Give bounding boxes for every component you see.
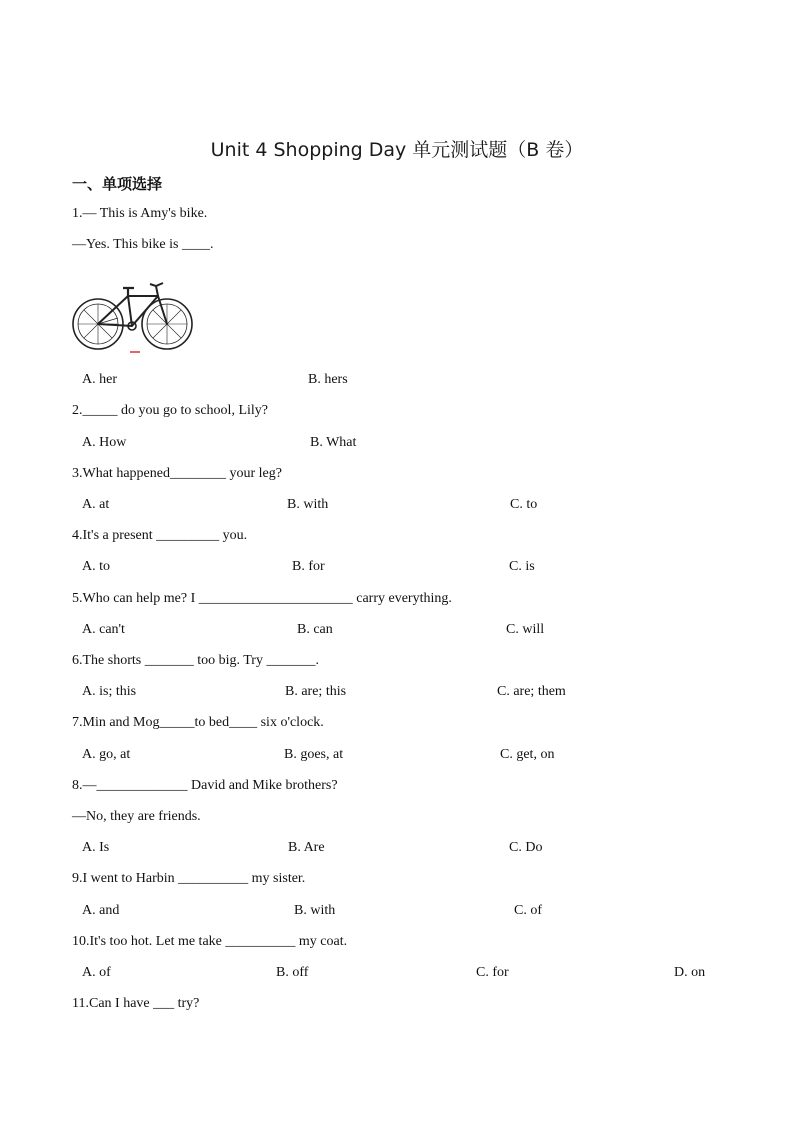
question-6-option-c: C. are; them [497, 684, 566, 699]
bicycle-illustration [70, 278, 196, 356]
question-10-line-1: 10.It's too hot. Let me take __________ my coat. [72, 934, 348, 949]
question-1-line-2: —Yes. This bike is ____. [72, 237, 214, 252]
question-1-line-1: 1.— This is Amy's bike. [72, 206, 208, 221]
question-8-line-2: —No, they are friends. [72, 809, 201, 824]
question-9-option-a: A. and [82, 903, 120, 918]
question-6-line-1: 6.The shorts _______ too big. Try _______. [72, 653, 319, 668]
question-10-option-a: A. of [82, 965, 111, 980]
question-8-option-c: C. Do [509, 840, 543, 855]
question-9-line-1: 9.I went to Harbin __________ my sister. [72, 871, 306, 886]
question-10-option-d: D. on [674, 965, 706, 980]
question-5-option-c: C. will [506, 622, 545, 637]
question-11-line-1: 11.Can I have ___ try? [72, 996, 200, 1011]
question-7-option-c: C. get, on [500, 747, 555, 762]
question-5-line-1: 5.Who can help me? I ______________________ carry everything. [72, 591, 452, 606]
question-8-line-1: 8.—_____________ David and Mike brothers? [72, 778, 338, 793]
question-8-option-b: B. Are [288, 840, 325, 855]
question-2-option-a: A. How [82, 435, 127, 450]
section-heading: 一、单项选择 [72, 175, 163, 193]
question-1-option-a: A. her [82, 372, 117, 387]
question-9-option-c: C. of [514, 903, 542, 918]
question-10-option-c: C. for [476, 965, 509, 980]
page-title: Unit 4 Shopping Day 单元测试题（B 卷） [210, 139, 584, 161]
question-9-option-b: B. with [294, 903, 336, 918]
question-3-line-1: 3.What happened________ your leg? [72, 466, 282, 481]
question-7-line-1: 7.Min and Mog_____to bed____ six o'clock. [72, 715, 324, 730]
question-6-option-b: B. are; this [285, 684, 347, 699]
question-10-option-b: B. off [276, 965, 309, 980]
question-3-option-c: C. to [510, 497, 538, 512]
question-7-option-b: B. goes, at [284, 747, 344, 762]
question-6-option-a: A. is; this [82, 684, 137, 699]
question-3-option-a: A. at [82, 497, 110, 512]
question-5-option-a: A. can't [82, 622, 125, 637]
question-3-option-b: B. with [287, 497, 329, 512]
question-2-line-1: 2._____ do you go to school, Lily? [72, 403, 268, 418]
question-8-option-a: A. Is [82, 840, 110, 855]
question-5-option-b: B. can [297, 622, 333, 637]
question-4-option-a: A. to [82, 559, 110, 574]
question-7-option-a: A. go, at [82, 747, 131, 762]
question-1-option-b: B. hers [308, 372, 348, 387]
question-4-line-1: 4.It's a present _________ you. [72, 528, 248, 543]
question-2-option-b: B. What [310, 435, 357, 450]
question-4-option-c: C. is [509, 559, 535, 574]
question-4-option-b: B. for [292, 559, 325, 574]
